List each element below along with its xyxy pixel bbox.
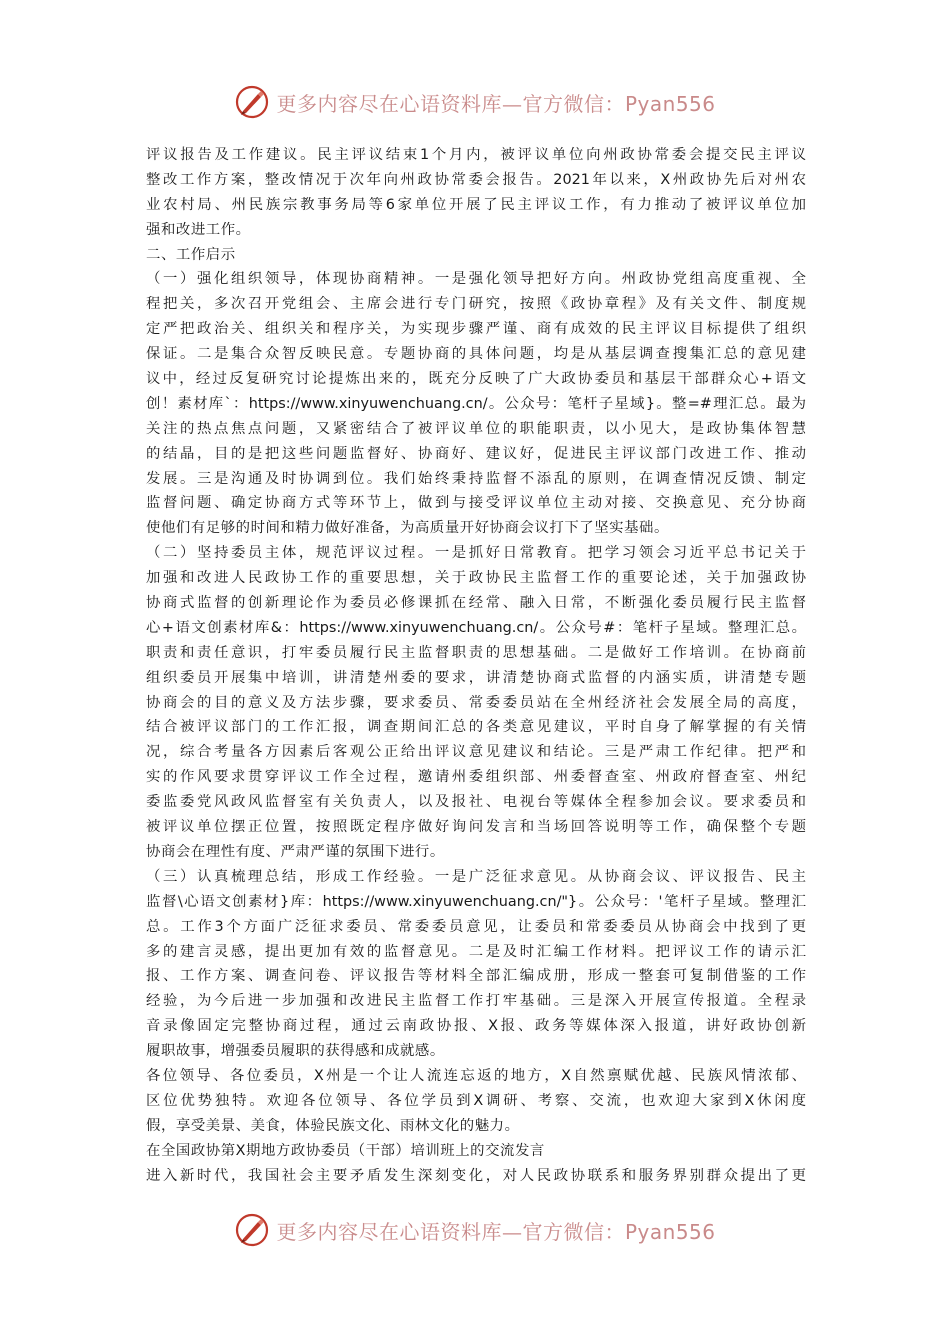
text-line: 进入新时代，我国社会主要矛盾发生深刻变化，对人民政协联系和服务界别群众提出了更 [146, 1167, 806, 1184]
text-line: 加强和改进人民政协工作的重要思想，关于政协民主监督工作的重要论述，关于加强政协 [146, 570, 806, 587]
text-line: 心+语文创素材库&：https://www.xinyuwenchuang.cn/。公众号#：笔杆子星域。整理汇总。 [146, 619, 806, 636]
text-line: 使他们有足够的时间和精力做好准备，为高质量开好协商会议打下了坚实基础。 [146, 520, 669, 537]
text-line: 职责和责任意识，打牢委员履行民主监督职责的思想基础。二是做好工作培训。在协商前 [146, 644, 806, 661]
text-line: 组织委员开展集中培训，讲清楚州委的要求，讲清楚协商式监督的内涵实质，讲清楚专题 [146, 669, 806, 686]
text-line: 音录像固定完整协商过程，通过云南政协报、X报、政务等媒体深入报道，讲好政协创新 [146, 1018, 806, 1035]
text-line: 多的建言灵感，提出更加有效的监督意见。二是及时汇编工作材料。把评议工作的请示汇 [146, 943, 806, 960]
text-line: 履职故事，增强委员履职的获得感和成就感。 [146, 1043, 445, 1060]
text-line: 程把关，多次召开党组会、主席会进行专门研究，按照《政协章程》及有关文件、制度规 [146, 296, 806, 313]
text-line: 总。工作3个方面广泛征求委员、常委委员意见，让委员和常委委员从协商会中找到了更 [146, 918, 806, 935]
text-line: 监督问题、确定协商方式等环节上，做到与接受评议单位主动对接、交换意见、充分协商 [146, 495, 806, 512]
text-line: 的结晶，目的是把这些问题监督好、协商好、建议好，促进民主评议部门改进工作、推动 [146, 445, 806, 462]
text-line: 协商会的目的意义及方法步骤，要求委员、常委委员站在全州经济社会发展全局的高度， [146, 694, 806, 711]
text-line: 协商会在理性有度、严肃严谨的氛围下进行。 [146, 843, 445, 860]
text-line: 区位优势独特。欢迎各位领导、各位学员到X调研、考察、交流，也欢迎大家到X休闲度 [146, 1092, 806, 1109]
header-watermark-banner [0, 82, 950, 122]
text-line: 议中，经过反复研究讨论提炼出来的，既充分反映了广大政协委员和基层干部群众心+语文 [146, 371, 806, 388]
text-line: 整改工作方案，整改情况于次年向州政协常委会报告。2021年以来，X州政协先后对州农 [146, 171, 806, 188]
text-line: 评议报告及工作建议。民主评议结束1个月内，被评议单位向州政协常委会提交民主评议 [146, 147, 806, 163]
text-line: 强和改进工作。 [146, 221, 251, 238]
text-line: 结合被评议部门的工作汇报，调查期间汇总的各类意见建议，平时自身了解掌握的有关情 [146, 719, 806, 736]
text-line: 各位领导、各位委员，X州是一个让人流连忘返的地方，X自然禀赋优越、民族风情浓郁、 [146, 1067, 806, 1084]
text-line: 被评议单位摆正位置，按照既定程序做好询问发言和当场回答说明等工作，确保整个专题 [146, 819, 806, 836]
text-line: （三）认真梳理总结，形成工作经验。一是广泛征求意见。从协商会议、评议报告、民主 [146, 868, 806, 885]
text-line: 发展。三是沟通及时协调到位。我们始终秉持监督不添乱的原则，在调查情况反馈、制定 [146, 470, 806, 487]
footer-watermark-banner [0, 1210, 950, 1250]
text-line: （二）坚持委员主体，规范评议过程。一是抓好日常教育。把学习领会习近平总书记关于 [146, 545, 806, 562]
text-line: 况，综合考量各方因素后客观公正给出评议意见建议和结论。三是严肃工作纪律。把严和 [146, 744, 806, 761]
pen-logo-icon [234, 84, 270, 120]
banner-text: 更多内容尽在心语资料库—官方微信：Pyan556 [276, 1219, 716, 1244]
text-line: 报、工作方案、调查问卷、评议报告等材料全部汇编成册，形成一整套可复制借鉴的工作 [146, 968, 806, 985]
text-line: 监督\心语文创素材}库：https://www.xinyuwenchuang.cn/"}。公众号：'笔杆子星域。整理汇 [146, 893, 806, 910]
document-body [146, 143, 806, 1188]
text-line: 业农村局、州民族宗教事务局等6家单位开展了民主评议工作，有力推动了被评议单位加 [146, 196, 806, 213]
text-line: 实的作风要求贯穿评议工作全过程，邀请州委组织部、州委督查室、州政府督查室、州纪 [146, 769, 806, 786]
text-line: （一）强化组织领导，体现协商精神。一是强化领导把好方向。州政协党组高度重视、全 [146, 271, 806, 288]
text-line: 创！素材库`：https://www.xinyuwenchuang.cn/。公众号：笔杆子星域}。整=#理汇总。最为 [146, 395, 806, 412]
pen-logo-icon [234, 1212, 270, 1248]
text-line: 保证。二是集合众智反映民意。专题协商的具体问题，均是从基层调查搜集汇总的意见建 [146, 346, 806, 363]
text-line: 委监委党风政风监督室有关负责人，以及报社、电视台等媒体全程参加会议。要求委员和 [146, 794, 806, 811]
text-line: 经验，为今后进一步加强和改进民主监督工作打牢基础。三是深入开展宣传报道。全程录 [146, 993, 806, 1010]
text-line: 关注的热点焦点问题，又紧密结合了被评议单位的职能职责，以小见大，是政协集体智慧 [146, 420, 806, 437]
text-line: 在全国政协第X期地方政协委员（干部）培训班上的交流发言 [146, 1142, 545, 1159]
text-line: 协商式监督的创新理论作为委员必修课抓在经常、融入日常，不断强化委员履行民主监督 [146, 595, 806, 612]
text-line: 定严把政治关、组织关和程序关，为实现步骤严谨、商有成效的民主评议目标提供了组织 [146, 321, 806, 338]
banner-text: 更多内容尽在心语资料库—官方微信：Pyan556 [276, 91, 716, 116]
text-line: 二、工作启示 [146, 246, 236, 263]
text-line: 假，享受美景、美食，体验民族文化、雨林文化的魅力。 [146, 1117, 520, 1134]
